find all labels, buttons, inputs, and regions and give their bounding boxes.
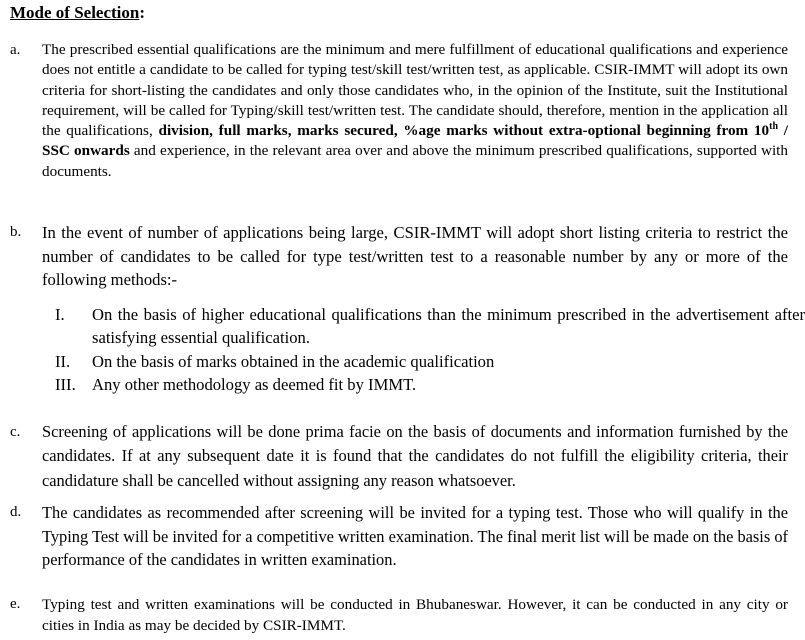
item-text: The candidates as recommended after screening will be invited for a typing test. Those who will qualify in the Typing Test will be invited for a competitive written examination. The final merit list will be made on the basis of performance of the candidates in written examination.: [42, 503, 788, 569]
item-text: Typing test and written examinations will be conducted in Bhubaneswar. However, it can be conducted in any city or cities in India as may be decided by CSIR-IMMT.: [42, 596, 788, 635]
item-marker: c.: [10, 424, 21, 440]
heading-text: Mode of Selection: [10, 3, 140, 22]
item-marker: d.: [10, 504, 22, 520]
item-marker: b.: [10, 224, 22, 240]
subitem-text: Any other methodology as deemed fit by IMMT.: [92, 375, 417, 394]
item-text: In the event of number of applications being large, CSIR-IMMT will adopt short listing criteria to restrict the number of candidates to be called for type test/written test to a reasonable number by any or more of the following methods:-: [42, 223, 788, 290]
item-marker: a.: [10, 42, 21, 58]
subitem-marker: III.: [55, 375, 76, 394]
bold-segment: division, full marks, marks secured, %age marks without extra-optional beginning from 10: [158, 122, 770, 140]
item-text: Screening of applications will be done prima facie on the basis of documents and information furnished by the candidates. If at any subsequent date it is found that the candidates do not fulfill the eligibility criteria, their candidature shall be cancelled without assigning any reason whatsoever.: [42, 422, 788, 490]
text-segment: The prescribed essential qualifications are the minimum and mere fulfillment of educational qualifications and experience does not entitle a candidate to be called for typing test/skill test/written test, as applicable. CSIR-IMMT will adopt its own criteria for short-listing the candidates and only those candidates who, in the opinion of the Institute, suit the Institutional requirement, will be called for Typing/skill test/written test. The candidate should, therefore, mention in the application all the qualifications,: [42, 41, 788, 140]
bold-segment-ssc: / SSC onwards: [42, 122, 788, 160]
subitem-marker: II.: [55, 352, 71, 371]
item-text: [42, 40, 788, 182]
subitem-marker: I.: [55, 305, 65, 324]
subitem-text: On the basis of higher educational qualifications than the minimum prescribed in the advertisement after satisfying essential qualification.: [92, 305, 805, 348]
superscript-th: th: [769, 121, 779, 133]
section-heading: [10, 3, 145, 23]
item-marker: e.: [10, 596, 21, 612]
subitem-text: On the basis of marks obtained in the academic qualification: [92, 352, 495, 371]
text-segment-end: and experience, in the relevant area over and above the minimum prescribed qualifications, supported with documents.: [42, 142, 788, 180]
heading-colon: :: [139, 3, 146, 22]
